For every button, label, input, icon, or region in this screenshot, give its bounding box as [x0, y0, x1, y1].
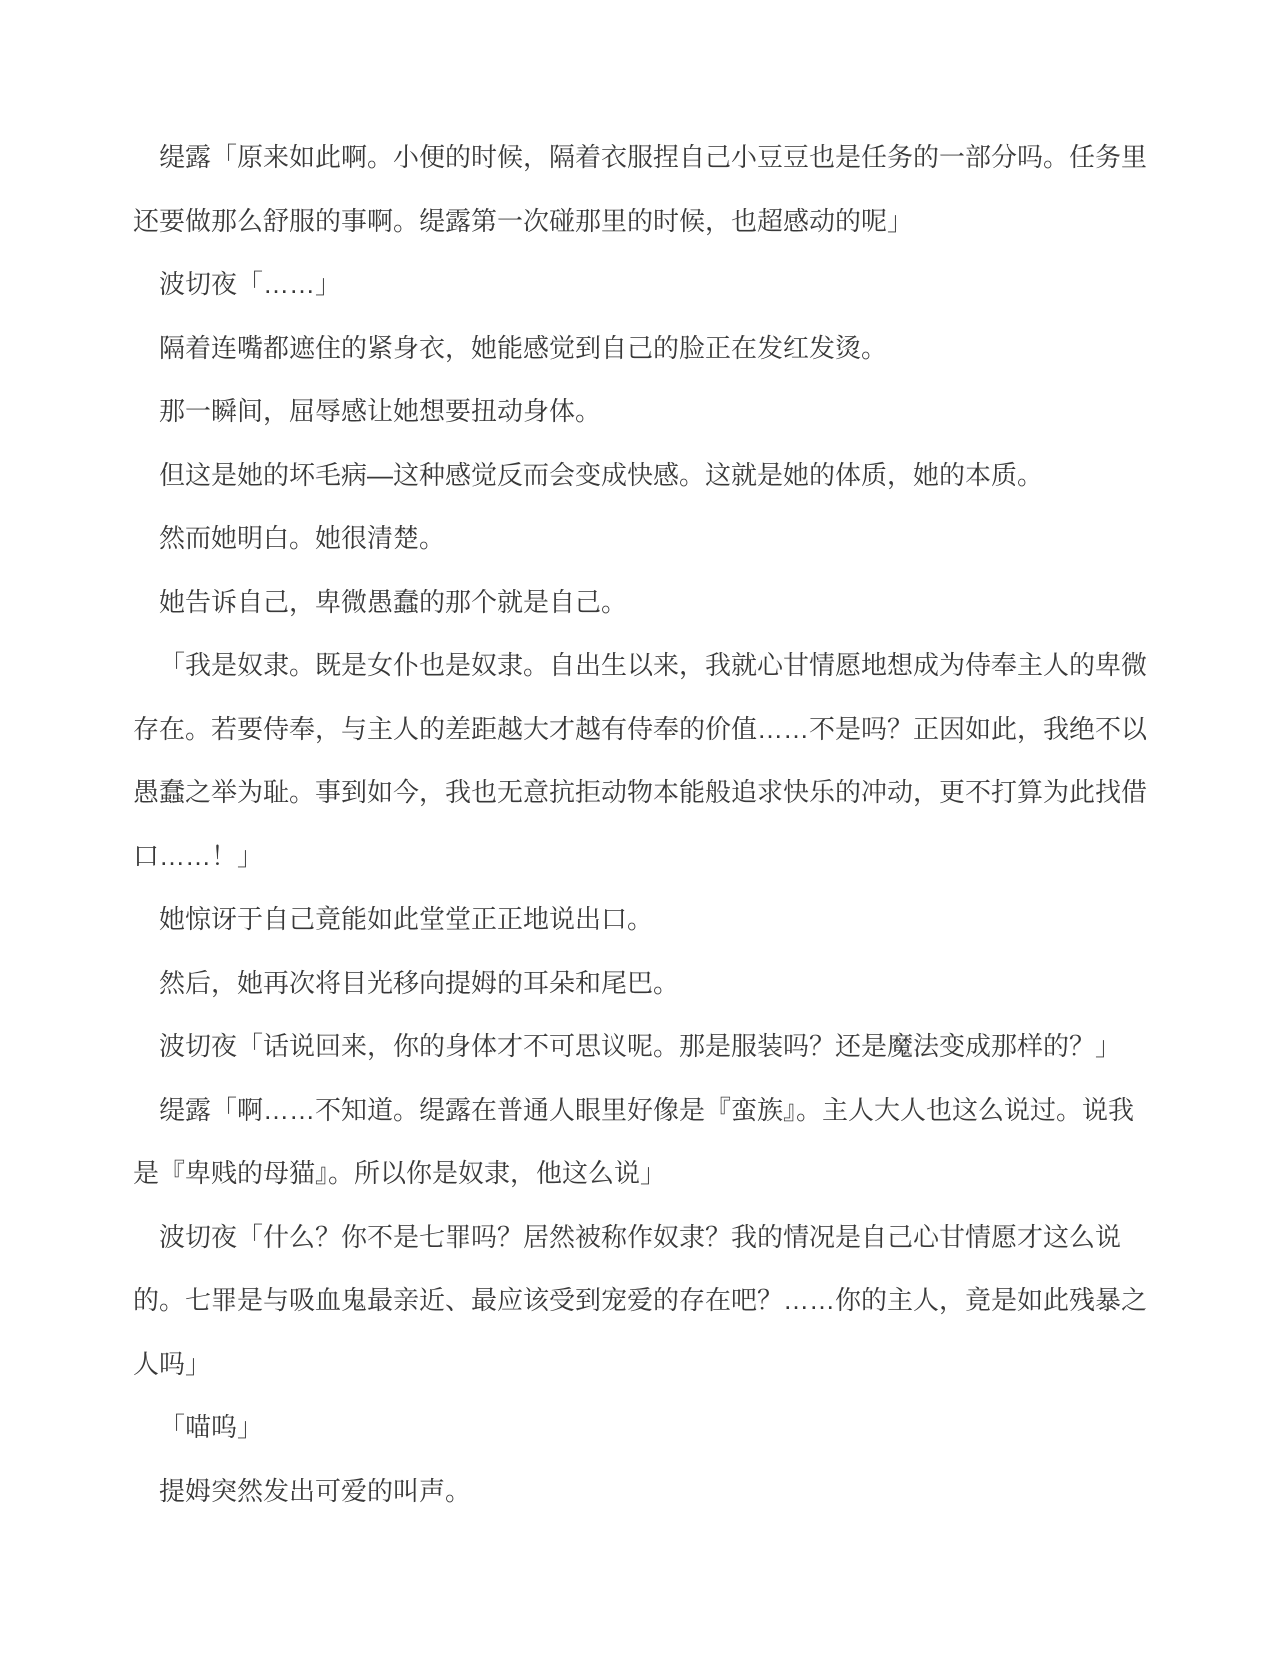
paragraph: 波切夜「话说回来，你的身体才不可思议呢。那是服装吗？还是魔法变成那样的？」	[159, 1031, 1122, 1061]
novel-text-body	[133, 126, 1149, 1523]
paragraph: 「喵呜」	[159, 1412, 264, 1442]
paragraph: 她惊讶于自己竟能如此堂堂正正地说出口。	[159, 904, 654, 934]
paragraph: 「我是奴隶。既是女仆也是奴隶。自出生以来，我就心甘情愿地想成为侍奉主人的卑微存在。若要侍奉，与主人的差距越大才越有侍奉的价值……不是吗？正因如此，我绝不以愚蠢之举为耻。事到如今，我也无意抗拒动物本能般追求快乐的冲动，更不打算为此找借口……！」	[133, 650, 1148, 871]
paragraph: 她告诉自己，卑微愚蠢的那个就是自己。	[159, 586, 628, 617]
paragraph: 隔着连嘴都遮住的紧身衣，她能感觉到自己的脸正在发红发烫。	[159, 332, 888, 363]
paragraph: 那一瞬间，屈辱感让她想要扭动身体。	[159, 396, 602, 426]
paragraph: 缇露「啊……不知道。缇露在普通人眼里好像是『蛮族』。主人大人也这么说过。说我是『卑贱的母猫』。所以你是奴隶，他这么说」	[133, 1094, 1135, 1188]
paragraph: 然而她明白。她很清楚。	[159, 523, 446, 553]
paragraph: 但这是她的坏毛病—这种感觉反而会变成快感。这就是她的体质，她的本质。	[159, 459, 1044, 490]
paragraph: 提姆突然发出可爱的叫声。	[159, 1475, 472, 1506]
paragraph: 缇露「原来如此啊。小便的时候，隔着衣服捏自己小豆豆也是任务的一部分吗。任务里还要做那么舒服的事啊。缇露第一次碰那里的时候，也超感动的呢」	[133, 142, 1148, 236]
paragraph: 波切夜「什么？你不是七罪吗？居然被称作奴隶？我的情况是自己心甘情愿才这么说的。七罪是与吸血鬼最亲近、最应该受到宠爱的存在吧？……你的主人，竟是如此残暴之人吗」	[133, 1221, 1148, 1379]
paragraph: 然后，她再次将目光移向提姆的耳朵和尾巴。	[159, 967, 680, 998]
paragraph: 波切夜「……」	[159, 269, 342, 299]
